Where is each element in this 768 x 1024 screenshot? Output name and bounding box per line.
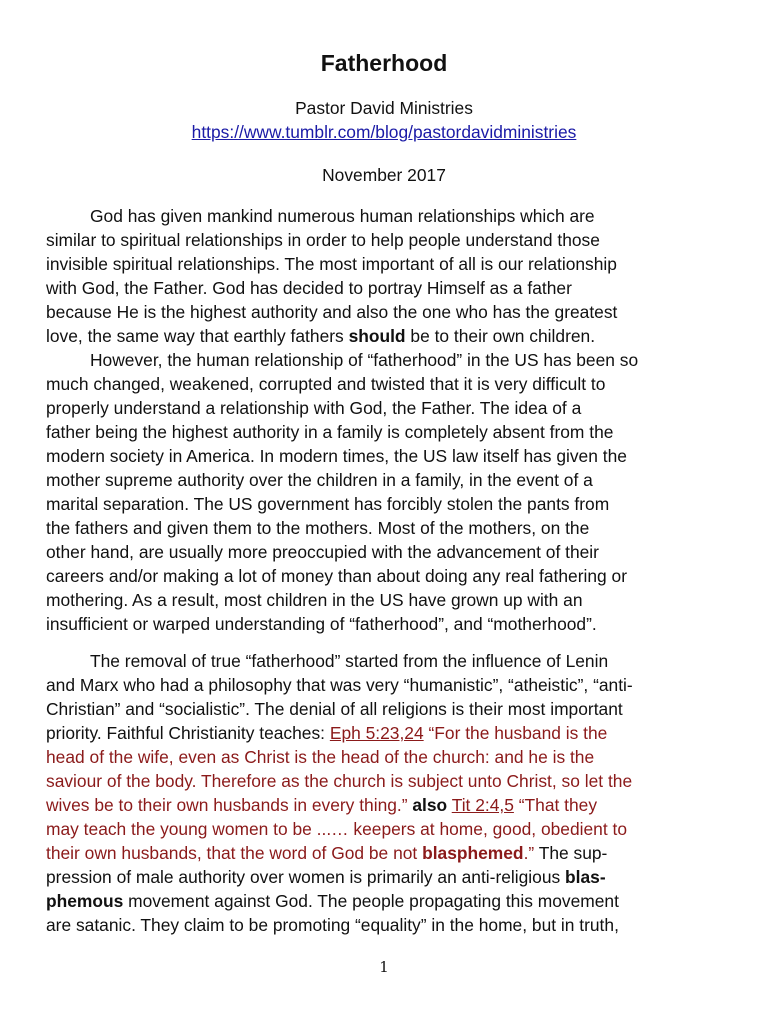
scripture-quote: their own husbands, that the word of God be not — [46, 843, 423, 863]
text-run: The sup- — [534, 843, 608, 863]
author-name: Pastor David Ministries — [295, 98, 473, 118]
document-title: Fatherhood — [320, 50, 448, 76]
scripture-quote: “That they — [513, 795, 598, 815]
text-line: are satanic. They claim to be promoting “equality” in the home, but in truth, — [46, 915, 619, 935]
text-line — [46, 793, 726, 817]
text-line: and Marx who had a philosophy that was very “humanistic”, “atheistic”, “anti- — [46, 675, 633, 695]
text-line — [46, 865, 726, 889]
scripture-quote-line: saviour of the body. Therefore as the church is subject unto Christ, so let the — [46, 771, 633, 791]
paragraph-1 — [46, 204, 726, 636]
text-line — [46, 889, 726, 913]
text-line: other hand, are usually more preoccupied with the advancement of their — [46, 542, 599, 562]
text-line: insufficient or warped understanding of “fatherhood”, and “motherhood”. — [46, 614, 597, 634]
scripture-quote: wives be to their own husbands in every thing.” — [46, 795, 413, 815]
text-line: because He is the highest authority and also the one who has the greatest — [46, 302, 618, 322]
emphasis-blasphemous-1: blas- — [565, 867, 606, 887]
text-line: properly understand a relationship with God, the Father. The idea of a — [46, 398, 582, 418]
scripture-quote: .” — [523, 843, 535, 863]
text-line: with God, the Father. God has decided to portray Himself as a father — [46, 278, 572, 298]
scripture-quote-line: may teach the young women to be ...… keepers at home, good, obedient to — [46, 819, 628, 839]
text-line: The removal of true “fatherhood” started from the influence of Lenin — [90, 651, 609, 671]
text-line: the fathers and given them to the mothers. Most of the mothers, on the — [46, 518, 590, 538]
text-line: father being the highest authority in a family is completely absent from the — [46, 422, 614, 442]
scripture-ref-tit[interactable]: Tit 2:4,5 — [451, 795, 514, 815]
text-run: movement against God. The people propagating this movement — [123, 891, 619, 911]
paragraph-2 — [46, 649, 726, 937]
text-line: careers and/or making a lot of money than about doing any real fathering or — [46, 566, 628, 586]
scripture-quote: “For the husband is the — [423, 723, 608, 743]
text-line — [46, 721, 726, 745]
scripture-ref-eph[interactable]: Eph 5:23,24 — [329, 723, 424, 743]
text-line: modern society in America. In modern times, the US law itself has given the — [46, 446, 627, 466]
text-line — [46, 841, 726, 865]
text-line: Christian” and “socialistic”. The denial of all religions is their most important — [46, 699, 623, 719]
emphasis-blasphemous-2: phemous — [46, 891, 124, 911]
text-line: However, the human relationship of “fatherhood” in the US has been so — [90, 350, 639, 370]
text-line: similar to spiritual relationships in order to help people understand those — [46, 230, 600, 250]
emphasis-blasphemed: blasphemed — [422, 843, 524, 863]
text-line: God has given mankind numerous human relationships which are — [90, 206, 595, 226]
text-line: much changed, weakened, corrupted and twisted that it is very difficult to — [46, 374, 606, 394]
text-line: mother supreme authority over the children in a family, in the event of a — [46, 470, 593, 490]
document-date: November 2017 — [322, 165, 446, 185]
page-number: 1 — [379, 958, 389, 976]
text-line: invisible spiritual relationships. The most important of all is our relationship — [46, 254, 617, 274]
also-word: also — [412, 795, 448, 815]
text-run: love, the same way that earthly fathers — [46, 326, 349, 346]
text-line — [46, 324, 726, 348]
scripture-quote-line: head of the wife, even as Christ is the head of the church: and he is the — [46, 747, 595, 767]
blog-link-line — [0, 120, 768, 144]
text-line: marital separation. The US government has forcibly stolen the pants from — [46, 494, 610, 514]
text-run: priority. Faithful Christianity teaches: — [46, 723, 330, 743]
text-run: be to their own children. — [405, 326, 596, 346]
text-line: mothering. As a result, most children in the US have grown up with an — [46, 590, 583, 610]
emphasis-should: should — [348, 326, 406, 346]
blog-link[interactable]: https://www.tumblr.com/blog/pastordavidministries — [191, 122, 577, 142]
text-run: pression of male authority over women is primarily an anti-religious — [46, 867, 566, 887]
